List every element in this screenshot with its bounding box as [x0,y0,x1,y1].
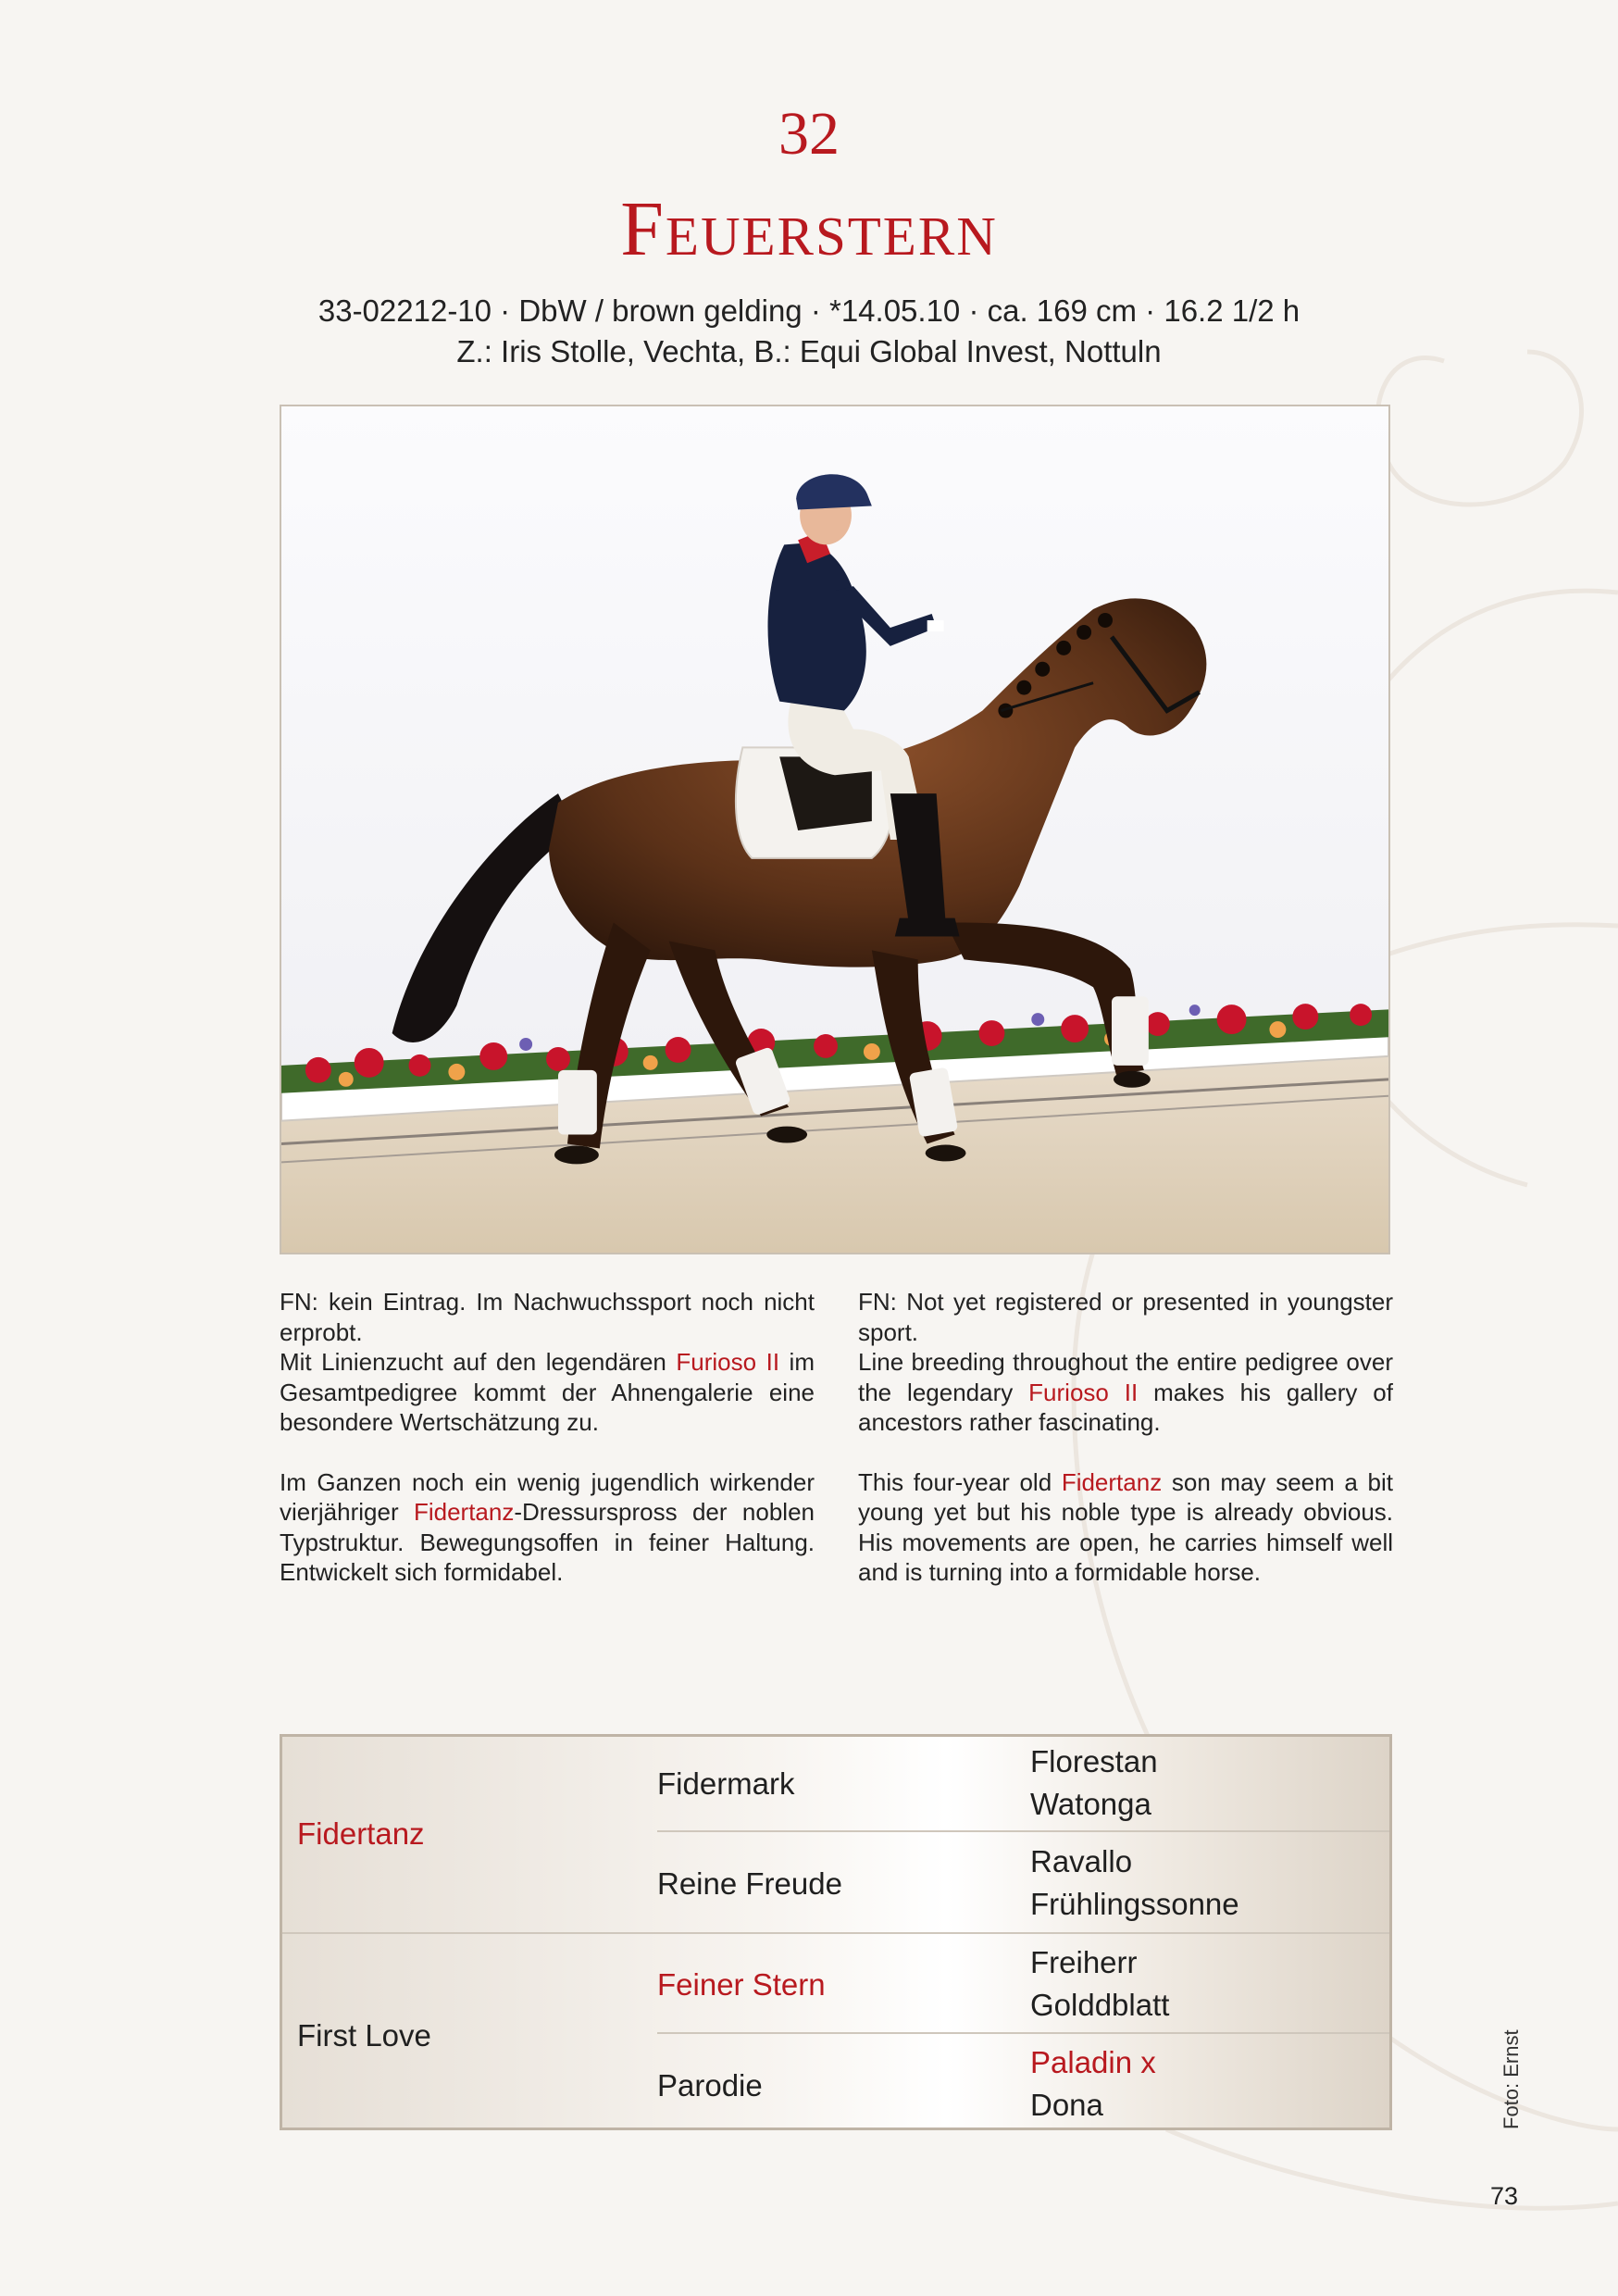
ancestor-highlight: Furioso II [676,1348,780,1376]
horse-photo [280,405,1390,1254]
pedigree-sire-sire: Fidermark [657,1766,795,1801]
english-pedigree-text: Line breeding throughout the entire pedigree over the legendary Furioso II makes his gallery of ancestors rather fascinating. [858,1348,1393,1436]
english-assessment-text: This four-year old Fidertanz son may seem a bit young yet but his noble type is already obvious. His movements are open, he carries himself well and is turning into a formidable horse. [858,1467,1393,1586]
pedigree-dam-sire: Feiner Stern [657,1967,826,2002]
ancestor-highlight: Furioso II [1028,1378,1139,1406]
english-fn-status: FN: Not yet registered or presented in youngster sport. [858,1288,1393,1346]
pedigree-divider [657,1830,1389,1832]
pedigree-divider [657,2032,1389,2034]
sire-highlight: Fidertanz [413,1498,515,1526]
pedigree-dam-dam: Parodie [657,2068,763,2103]
pedigree-ancestor: Florestan [1030,1744,1158,1778]
pedigree-divider [282,1932,1389,1934]
pedigree-ancestor: Paladin x [1030,2045,1156,2079]
horse-name: Feuerstern [620,186,998,272]
pedigree-ancestor: Golddblatt [1030,1988,1170,2022]
horse-details: 33-02212-10 · DbW / brown gelding · *14.05.10 · ca. 169 cm · 16.2 1/2 h [317,293,1301,328]
pedigree-ancestor: Dona [1030,2088,1103,2122]
page-number: 73 [1489,2182,1518,2210]
sire-highlight: Fidertanz [1061,1467,1163,1496]
description-english [858,1287,1393,1588]
lot-number: 32 [778,100,840,168]
german-fn-status: FN: kein Eintrag. Im Nachwuchssport noch nicht erprobt. [280,1288,815,1346]
pedigree-ancestor: Ravallo [1030,1844,1133,1878]
pedigree-ancestor: Freiherr [1030,1945,1138,1979]
pedigree-ancestor: Frühlingssonne [1030,1887,1239,1921]
pedigree-sire: Fidertanz [297,1816,425,1851]
german-pedigree-text: Mit Linienzucht auf den legendären Furioso II im Gesamtpedigree kommt der Ahnengalerie eine besondere Wertschätzung zu. [280,1348,815,1436]
pedigree-sire-dam: Reine Freude [657,1866,842,1901]
pedigree-table [280,1734,1392,2130]
photo-credit: Foto: Ernst [1500,2029,1523,2129]
pedigree-ancestor: Watonga [1030,1787,1151,1821]
german-assessment-text: Im Ganzen noch ein wenig jugendlich wirkender vierjähriger Fidertanz-Dressurspross der noblen Typstruktur. Bewegungsoffen in feiner Haltung. Entwickelt sich formidabel. [280,1467,815,1586]
description-german [280,1287,815,1588]
pedigree-dam: First Love [297,2018,431,2053]
breeder-owner: Z.: Iris Stolle, Vechta, B.: Equi Global Invest, Nottuln [456,334,1162,368]
